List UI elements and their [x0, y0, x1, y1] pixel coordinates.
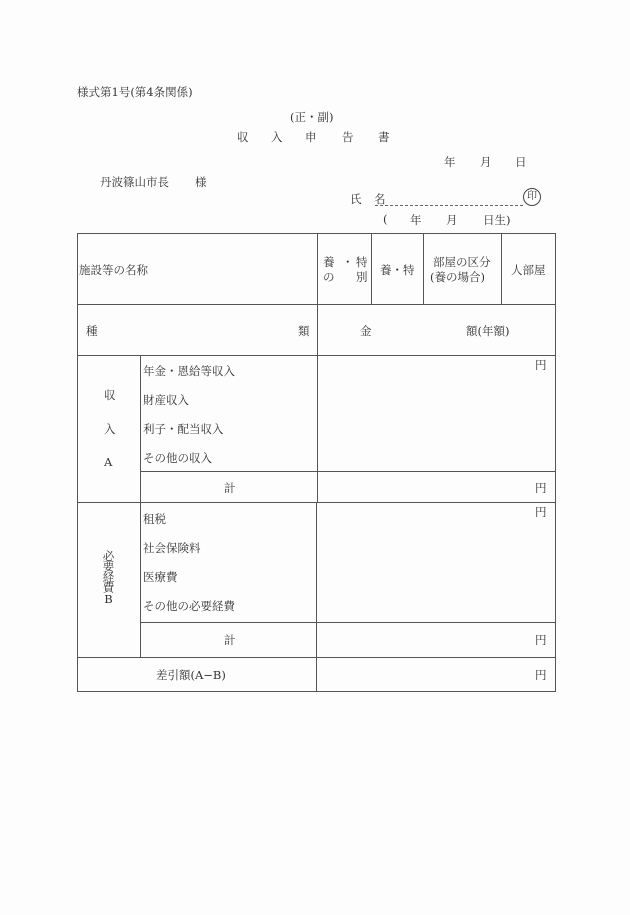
expense-item-other: その他の必要経費 [143, 599, 235, 613]
amount-header-left: 金 [360, 324, 372, 338]
birth-open-paren: ( [383, 212, 388, 226]
birth-day-label: 日生) [483, 213, 511, 227]
expense-subtotal-label: 計 [224, 633, 236, 647]
kind-header-left: 種 [86, 324, 98, 338]
difference-currency: 円 [535, 668, 547, 682]
title-char: 告 [342, 130, 354, 144]
copy-type: (正・副) [290, 110, 334, 124]
type-value-option[interactable]: 養・特 [380, 263, 415, 277]
income-subtotal-currency: 円 [535, 481, 547, 495]
expense-item-social-insurance: 社会保険料 [143, 541, 201, 555]
expense-subtotal-field[interactable] [320, 625, 530, 655]
expense-item-tax: 租税 [143, 512, 166, 526]
difference-label: 差引額(A−B) [156, 668, 226, 682]
date-month-label: 月 [480, 155, 492, 169]
income-item-interest: 利子・配当収入 [143, 422, 224, 436]
difference-field[interactable] [320, 660, 530, 689]
amount-header-right: 額(年額) [466, 324, 510, 338]
expense-currency: 円 [535, 505, 547, 519]
birth-month-label: 月 [446, 213, 458, 227]
expense-subtotal-currency: 円 [535, 633, 547, 647]
title-char: 申 [305, 130, 317, 144]
income-item-other: その他の収入 [143, 451, 212, 465]
date-year-label: 年 [444, 155, 456, 169]
room-type-field[interactable]: 人部屋 [511, 263, 546, 277]
birth-year-label: 年 [410, 213, 422, 227]
kind-header-right: 類 [298, 324, 310, 338]
expense-amount-field[interactable] [320, 505, 552, 619]
form-number: 様式第1号(第4条関係) [77, 85, 193, 99]
income-amount-field[interactable] [320, 358, 552, 468]
title-char: 収 [237, 130, 249, 144]
seal-icon: 印 [523, 188, 541, 206]
expense-item-medical: 医療費 [143, 570, 178, 584]
income-item-pension: 年金・恩給等収入 [143, 364, 235, 378]
addressee-honorific: 様 [195, 175, 207, 189]
facility-name-field[interactable] [160, 238, 310, 300]
name-label-1: 氏 [350, 192, 362, 206]
name-field[interactable] [375, 205, 523, 206]
income-item-property: 財産収入 [143, 393, 189, 407]
room-class-label-2: (養の場合) [430, 270, 485, 284]
facility-name-label: 施設等の名称 [79, 263, 148, 277]
expenses-group-label: 必要経費B [101, 550, 116, 605]
income-currency: 円 [535, 358, 547, 372]
addressee-name: 丹波篠山市長 [100, 175, 169, 189]
name-label-2: 名 [374, 192, 386, 206]
income-subtotal-field[interactable] [320, 474, 530, 500]
date-day-label: 日 [515, 155, 527, 169]
room-class-label-1: 部屋の区分 [433, 255, 491, 269]
title-char: 書 [378, 130, 390, 144]
income-subtotal-label: 計 [224, 481, 236, 495]
title-char: 入 [271, 130, 283, 144]
